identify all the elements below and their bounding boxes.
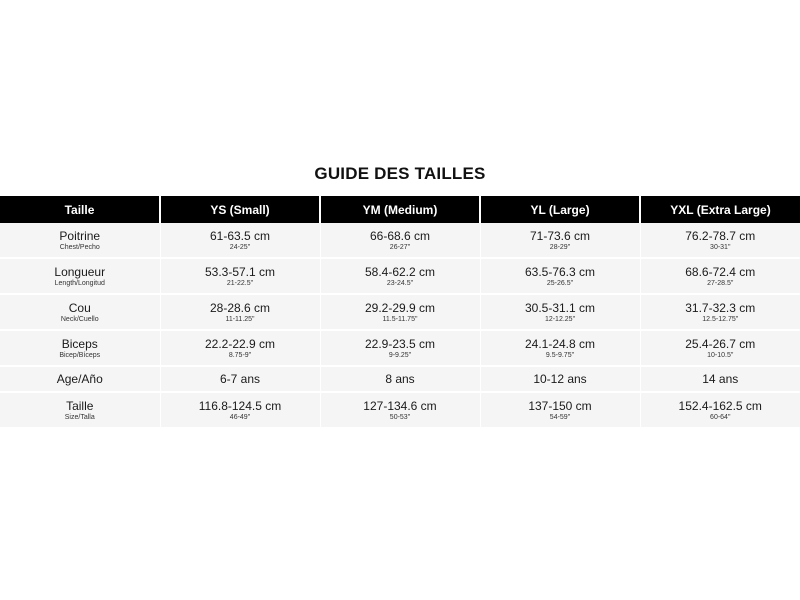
cell-value-inch: 11-11.25"	[225, 315, 255, 323]
table-cell	[320, 294, 480, 330]
row-label-cell	[0, 294, 160, 330]
row-label-cell	[0, 392, 160, 428]
cell-value-inch: 24-25"	[229, 243, 251, 251]
row-label: Age/Año	[56, 372, 103, 386]
cell-value-cm: 53.3-57.1 cm	[204, 264, 276, 279]
cell-value-inch: 30-31"	[710, 243, 731, 251]
cell-value-inch: 11.5-11.75"	[382, 315, 418, 323]
table-cell	[320, 258, 480, 294]
cell-value-cm: 58.4-62.2 cm	[364, 264, 436, 279]
row-sublabel: Neck/Cuello	[60, 315, 99, 323]
header-yl: YL (Large)	[480, 196, 640, 223]
row-label: Longueur	[54, 264, 106, 279]
table-cell	[640, 258, 800, 294]
cell-value-cm: 25.4-26.7 cm	[685, 336, 756, 351]
table-cell	[640, 223, 800, 258]
table-cell	[640, 392, 800, 428]
header-yxl: YXL (Extra Large)	[640, 196, 800, 223]
row-label: Poitrine	[59, 228, 101, 243]
cell-value-cm: 30.5-31.1 cm	[524, 300, 596, 315]
page-title: GUIDE DES TAILLES	[314, 164, 486, 183]
cell-value-cm: 61-63.5 cm	[209, 228, 271, 243]
table-cell	[160, 392, 320, 428]
cell-value-inch: 54-59"	[549, 413, 571, 421]
table-cell	[320, 366, 480, 392]
cell-value-age: 6-7 ans	[219, 372, 261, 386]
size-guide-table	[0, 196, 800, 429]
cell-value-inch: 8.75-9"	[228, 351, 252, 359]
cell-value-age: 10-12 ans	[533, 372, 587, 386]
cell-value-cm: 24.1-24.8 cm	[524, 336, 596, 351]
table-cell	[480, 294, 640, 330]
row-sublabel: Size/Talla	[64, 413, 95, 421]
row-label: Biceps	[61, 336, 98, 351]
cell-value-inch: 26-27"	[389, 243, 411, 251]
row-sublabel: Chest/Pecho	[59, 243, 100, 251]
cell-value-cm: 127-134.6 cm	[363, 398, 437, 413]
cell-value-cm: 68.6-72.4 cm	[685, 264, 756, 279]
table-cell	[480, 392, 640, 428]
cell-value-inch: 25-26.5"	[546, 279, 574, 287]
row-sublabel: Length/Longitud	[54, 279, 105, 287]
row-label: Taille	[66, 398, 94, 413]
header-ys: YS (Small)	[160, 196, 320, 223]
table-cell	[320, 330, 480, 366]
cell-value-age: 14 ans	[702, 372, 739, 386]
table-cell	[160, 258, 320, 294]
table-cell	[160, 366, 320, 392]
table-row-biceps	[0, 330, 800, 366]
cell-value-inch: 12-12.25"	[544, 315, 576, 323]
table-cell	[640, 330, 800, 366]
row-label-cell	[0, 330, 160, 366]
row-label-cell	[0, 223, 160, 258]
cell-value-inch: 28-29"	[549, 243, 571, 251]
cell-value-cm: 66-68.6 cm	[369, 228, 431, 243]
cell-value-inch: 12.5-12.75"	[702, 315, 739, 323]
cell-value-inch: 9.5-9.75"	[545, 351, 575, 359]
cell-value-cm: 22.9-23.5 cm	[364, 336, 436, 351]
cell-value-cm: 116.8-124.5 cm	[198, 398, 282, 413]
cell-value-inch: 50-53"	[389, 413, 411, 421]
table-cell	[640, 366, 800, 392]
cell-value-cm: 29.2-29.9 cm	[364, 300, 436, 315]
row-label-cell	[0, 258, 160, 294]
cell-value-inch: 9-9.25"	[388, 351, 412, 359]
table-cell	[480, 223, 640, 258]
header-ym: YM (Medium)	[320, 196, 480, 223]
row-label-cell	[0, 366, 160, 392]
header-taille: Taille	[0, 196, 160, 223]
cell-value-cm: 63.5-76.3 cm	[524, 264, 596, 279]
cell-value-cm: 28-28.6 cm	[209, 300, 271, 315]
table-row-longueur	[0, 258, 800, 294]
table-cell	[480, 366, 640, 392]
cell-value-inch: 60-64"	[710, 413, 731, 421]
cell-value-inch: 10-10.5"	[707, 351, 734, 359]
table-cell	[160, 294, 320, 330]
table-cell	[320, 392, 480, 428]
table-cell	[480, 258, 640, 294]
table-cell	[320, 223, 480, 258]
table-header-row	[0, 196, 800, 223]
cell-value-cm: 71-73.6 cm	[529, 228, 591, 243]
cell-value-age: 8 ans	[385, 372, 415, 386]
table-cell	[160, 223, 320, 258]
table-row-poitrine	[0, 223, 800, 258]
row-label: Cou	[68, 300, 91, 315]
cell-value-cm: 152.4-162.5 cm	[678, 398, 762, 413]
cell-value-inch: 27-28.5"	[707, 279, 734, 287]
cell-value-inch: 23-24.5"	[386, 279, 414, 287]
cell-value-inch: 21-22.5"	[226, 279, 254, 287]
table-cell	[640, 294, 800, 330]
cell-value-inch: 46-49"	[229, 413, 251, 421]
table-cell	[480, 330, 640, 366]
cell-value-cm: 22.2-22.9 cm	[204, 336, 276, 351]
table-row-cou	[0, 294, 800, 330]
table-row-taille	[0, 392, 800, 428]
cell-value-cm: 76.2-78.7 cm	[685, 228, 756, 243]
cell-value-cm: 31.7-32.3 cm	[685, 300, 756, 315]
table-cell	[160, 330, 320, 366]
row-sublabel: Bicep/Bíceps	[59, 351, 101, 359]
table-row-age	[0, 366, 800, 392]
cell-value-cm: 137-150 cm	[528, 398, 592, 413]
